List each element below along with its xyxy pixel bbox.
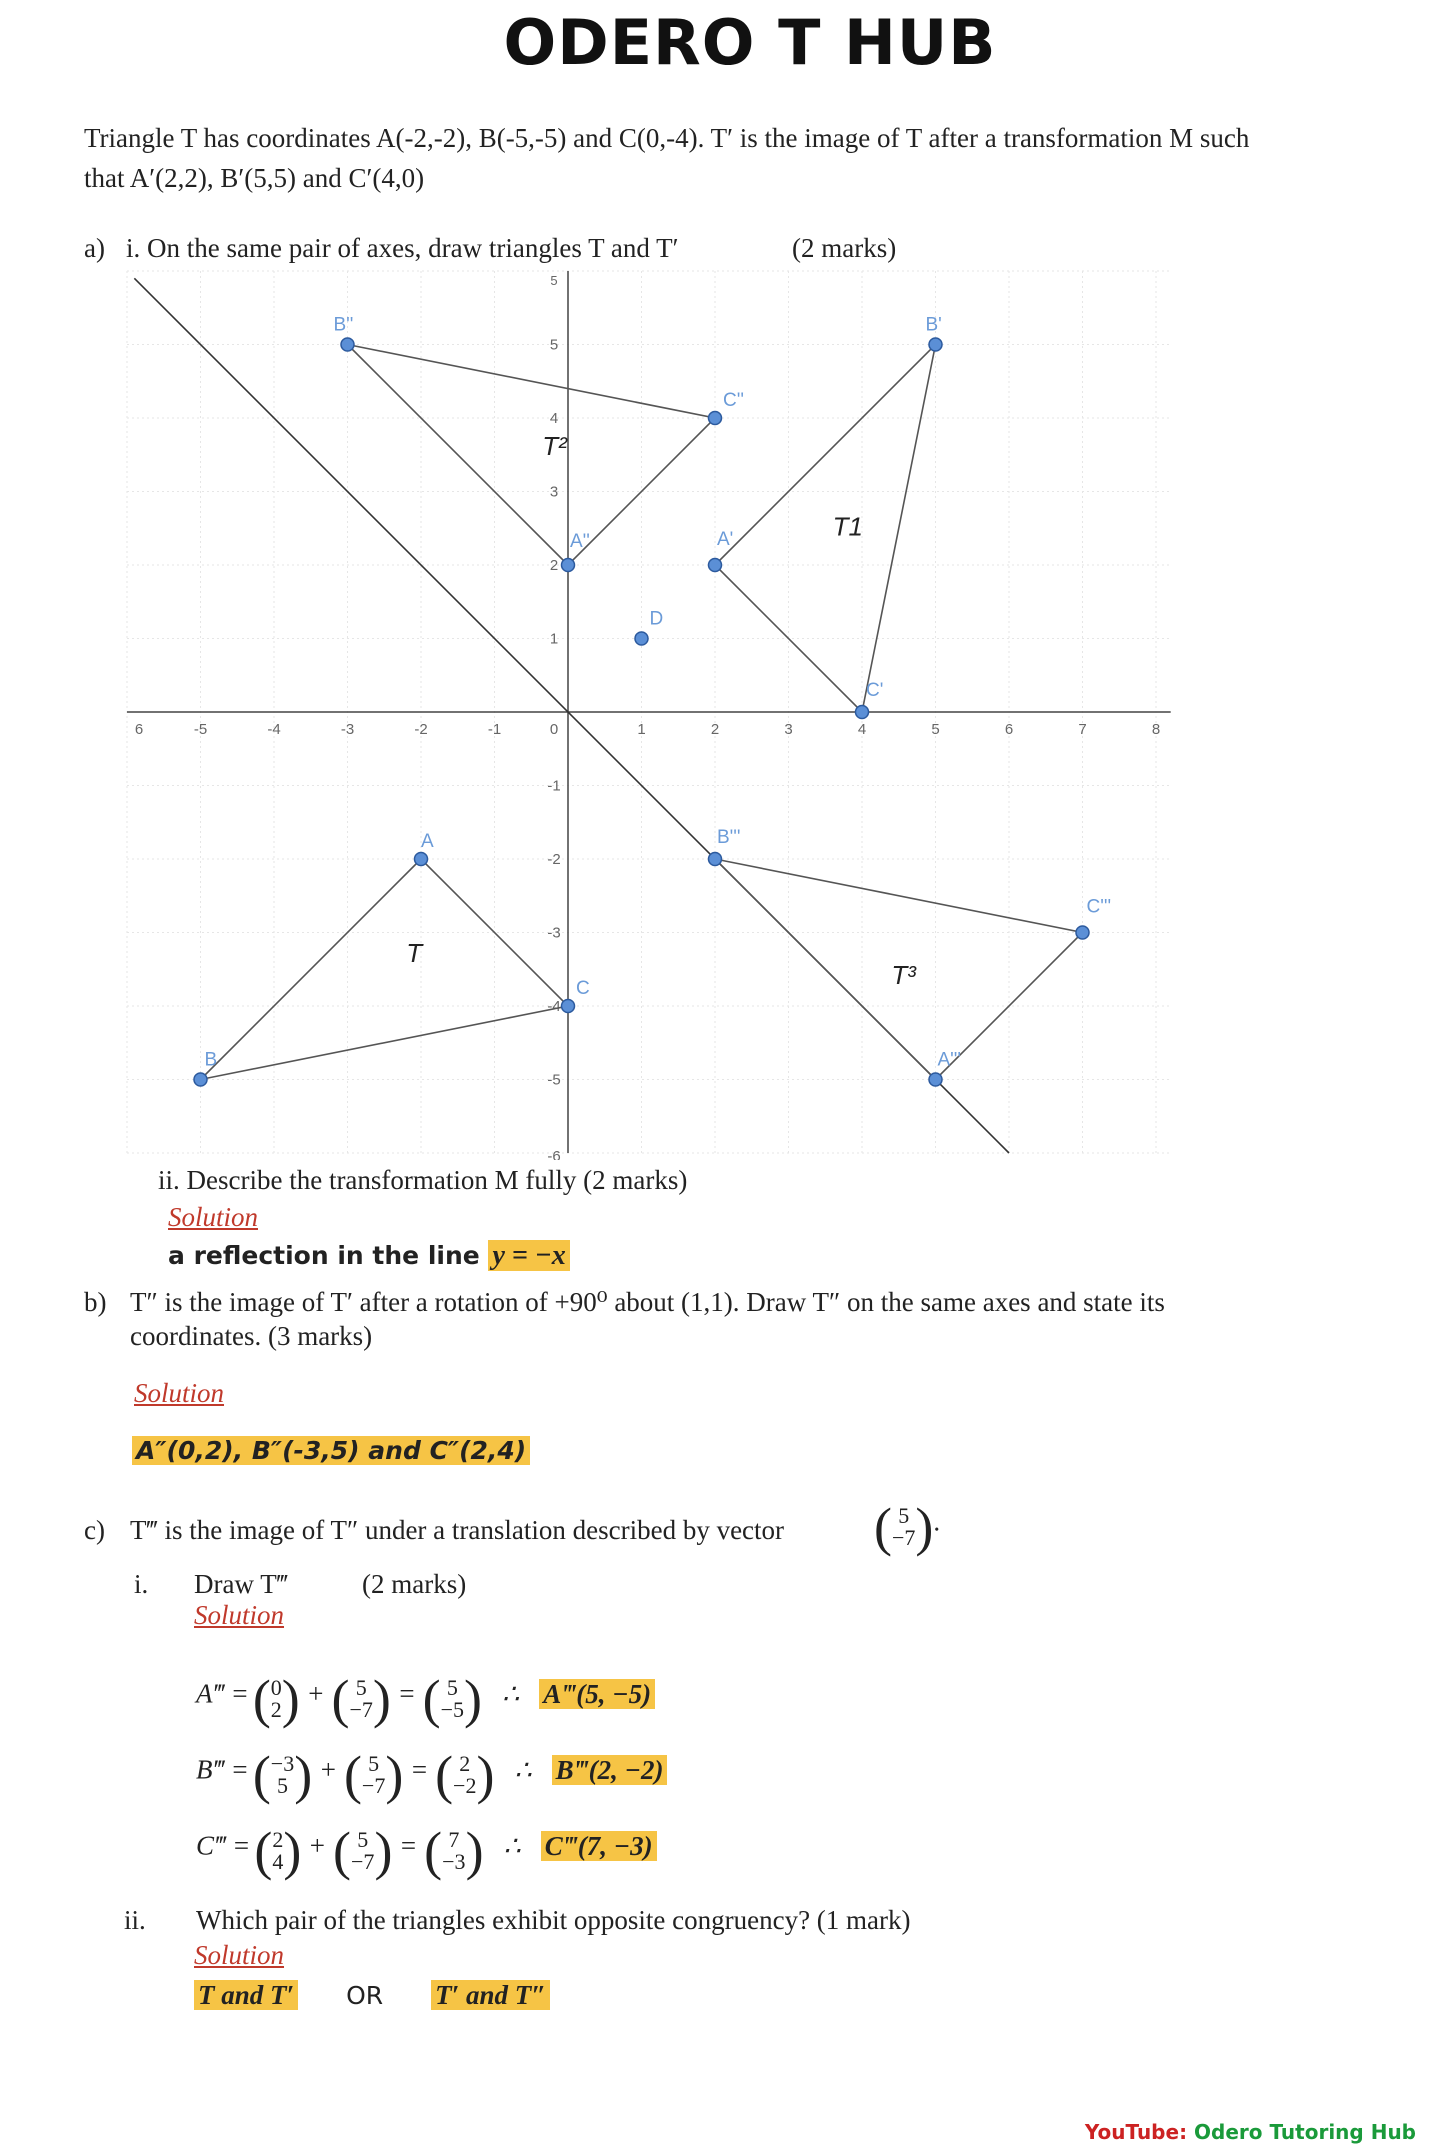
point-a1 <box>709 559 722 572</box>
vector-translation: 5 −7 <box>361 1751 386 1798</box>
x-tick-label: 7 <box>1078 721 1087 738</box>
question-a-ii-text: ii. Describe the transformation M fully (2 marks) <box>158 1165 688 1195</box>
question-c-ii-text: Which pair of the triangles exhibit opposite congruency? (1 mark) <box>196 1905 911 1935</box>
y-top-edge-label: 5 <box>550 273 558 288</box>
question-b-line-1: T″ is the image of T′ after a rotation of +90⁰ about (1,1). Draw T″ on the same axes and state its <box>130 1287 1165 1317</box>
point-b <box>194 1073 207 1086</box>
point-label-b1: B' <box>925 314 942 336</box>
point-label-a1: A' <box>717 529 734 550</box>
y-tick-label: 4 <box>549 410 559 427</box>
calc-row: B‴ = (−3 5 ) + ( 5 −7) = ( 2 −2) ∴ B‴(2, −2) <box>196 1744 667 1806</box>
coordinate-graph <box>120 260 1180 1160</box>
calc-answer: B‴(2, −2) <box>552 1755 668 1785</box>
point-label-b: B <box>204 1049 218 1071</box>
point-c1 <box>856 706 869 719</box>
question-b-label: b) <box>84 1287 107 1317</box>
triangle-t2 <box>348 345 716 566</box>
vector-original: 2 4 <box>272 1827 284 1874</box>
label-t2: T² <box>542 430 567 461</box>
x-tick-label: 3 <box>784 721 793 738</box>
x-tick-label: -4 <box>267 721 281 738</box>
vector-original: 0 2 <box>270 1675 282 1722</box>
x-tick-label: 0 <box>549 721 559 738</box>
footer-youtube-credit <box>1085 2120 1416 2144</box>
y-tick-label: -2 <box>547 851 561 868</box>
point-label-a3: A''' <box>937 1049 962 1071</box>
label-t1: T1 <box>832 511 863 542</box>
x-tick-label: -2 <box>414 721 428 738</box>
answer-b: A″(0,2), B″(-3,5) and C″(2,4) <box>132 1436 530 1465</box>
axes <box>127 271 1171 1153</box>
y-tick-label: -4 <box>547 998 561 1015</box>
answer-c-ii-option-2: T′ and T″ <box>431 1980 550 2010</box>
point-b2 <box>341 338 354 351</box>
y-tick-label: 5 <box>549 336 559 354</box>
point-label-c2: C'' <box>723 390 744 411</box>
solution-label-c-i: Solution <box>194 1600 285 1630</box>
point-b1 <box>929 338 942 351</box>
intro-line-1: Triangle T has coordinates A(-2,-2), B(-5,-5) and C(0,-4). T′ is the image of T after a transformation M such <box>84 123 1250 153</box>
y-tick-label: -1 <box>547 777 561 795</box>
answer-c-ii <box>194 1980 550 2011</box>
y-tick-label: -3 <box>547 924 561 942</box>
intro-line-2: that A′(2,2), B′(5,5) and C′(4,0) <box>84 163 425 193</box>
calc-answer: C‴(7, −3) <box>541 1831 657 1861</box>
point-label-b2: B'' <box>333 314 354 336</box>
x-tick-label: 2 <box>710 721 720 738</box>
point-a3 <box>929 1073 942 1086</box>
point-c2 <box>709 412 722 425</box>
x-tick-label: -3 <box>340 721 355 738</box>
y-tick-label: 2 <box>549 557 559 574</box>
point-d <box>635 632 648 645</box>
point-label-d: D <box>649 608 664 630</box>
x-tick-label: 1 <box>637 721 646 738</box>
answer-c-ii-option-1: T and T′ <box>194 1980 298 2010</box>
point-label-c1: C' <box>866 680 884 701</box>
question-a-i-marks: (2 marks) <box>792 233 897 263</box>
label-t: T <box>406 937 423 968</box>
point-label-a: A <box>421 831 434 852</box>
calc-answer: A‴(5, −5) <box>539 1679 655 1709</box>
calc-row: A‴ = (0 2) + ( 5 −7) = ( 5 −5) ∴ A‴(5, −5) <box>196 1668 655 1730</box>
vector-top: 5 <box>898 1503 910 1528</box>
triangle-t <box>201 859 569 1080</box>
point-label-c: C <box>576 978 590 999</box>
label-t3: T³ <box>891 959 916 990</box>
question-c-i-text: Draw T‴ <box>194 1569 288 1599</box>
solution-label-a: Solution <box>168 1202 259 1232</box>
x-tick-label: 5 <box>931 721 940 738</box>
point-a2 <box>562 559 575 572</box>
vector-result: 2 −2 <box>453 1751 477 1798</box>
vector-result: 5 −5 <box>440 1675 465 1722</box>
answer-a-ii-equation: y = −x <box>488 1240 569 1271</box>
translation-vector: ( 5 −7). <box>874 1497 941 1557</box>
point-c3 <box>1076 926 1089 939</box>
calc-lhs: B‴ = <box>196 1754 249 1785</box>
x-tick-label: 8 <box>1151 721 1161 738</box>
calc-lhs: A‴ = <box>196 1678 249 1709</box>
vector-result: 7 −3 <box>442 1827 466 1874</box>
vector-translation: 5 −7 <box>351 1827 375 1874</box>
vector-translation: 5 −7 <box>349 1675 373 1722</box>
x-tick-label: 4 <box>857 721 867 738</box>
question-c-text: T‴ is the image of T″ under a translation described by vector <box>130 1515 785 1545</box>
answer-a-ii <box>168 1240 570 1272</box>
vector-bottom: −7 <box>891 1525 916 1550</box>
points <box>194 315 1111 1087</box>
point-label-b3: B''' <box>717 827 741 848</box>
tick-labels <box>135 273 1160 1160</box>
solution-label-c-ii: Solution <box>194 1940 285 1970</box>
question-c-ii-number: ii. <box>124 1905 146 1935</box>
x-tick-label: -5 <box>193 721 208 738</box>
question-c-i-number: i. <box>134 1569 149 1599</box>
x-tick-label: -1 <box>487 721 502 738</box>
solution-label-b: Solution <box>134 1378 225 1408</box>
question-a-i-text: i. On the same pair of axes, draw triangles T and T′ <box>126 233 679 263</box>
x-edge-label: 6 <box>134 721 144 738</box>
point-label-a2: A'' <box>570 531 590 552</box>
point-b3 <box>709 853 722 866</box>
question-a-label: a) <box>84 233 105 263</box>
answer-c-ii-or: OR <box>346 1981 384 2010</box>
answer-a-ii-text: a reflection in the line <box>168 1241 489 1270</box>
y-bottom-edge-label: -6 <box>547 1148 561 1160</box>
question-c-i-marks: (2 marks) <box>362 1569 467 1599</box>
question-b-line-2: coordinates. (3 marks) <box>130 1321 373 1351</box>
point-c <box>562 1000 575 1013</box>
y-tick-label: -5 <box>547 1071 561 1089</box>
calc-lhs: C‴ = <box>196 1830 251 1861</box>
y-tick-label: 1 <box>549 630 559 648</box>
x-tick-label: 6 <box>1004 721 1014 738</box>
footer-channel: Odero Tutoring Hub <box>1194 2120 1416 2144</box>
calc-row: C‴ = (2 4) + ( 5 −7) = ( 7 −3) ∴ C‴(7, −3) <box>196 1820 657 1882</box>
vector-original: −3 5 <box>270 1751 295 1798</box>
triangle-t1 <box>715 345 936 713</box>
question-c-label: c) <box>84 1515 105 1545</box>
y-tick-label: 3 <box>549 483 559 501</box>
point-a <box>415 853 428 866</box>
footer-label: YouTube: <box>1084 2120 1188 2144</box>
point-label-c3: C''' <box>1086 896 1112 918</box>
page-title: ODERO T HUB <box>503 6 997 79</box>
